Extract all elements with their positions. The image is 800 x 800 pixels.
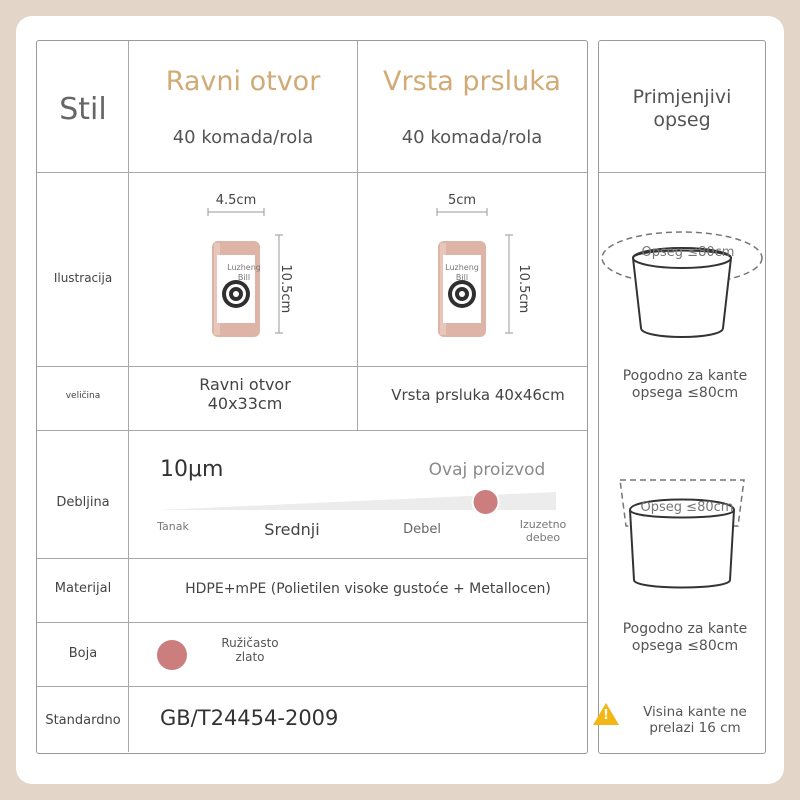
standard-label: Standardno bbox=[45, 713, 121, 728]
size-label: veličina bbox=[65, 391, 101, 401]
col1-title: Ravni otvor bbox=[165, 66, 321, 97]
scale-extra-thick: Izuzetno debeo bbox=[519, 518, 567, 545]
square-bin-icon bbox=[604, 476, 760, 596]
side-divider bbox=[599, 172, 765, 173]
scale-thick: Debel bbox=[403, 522, 441, 537]
roll2-height: 10.5cm bbox=[515, 264, 531, 314]
thickness-label: Debljina bbox=[56, 495, 110, 510]
square-bin-caption: Pogodno za kante opsega ≤80cm bbox=[622, 621, 748, 654]
col2-title: Vrsta prsluka bbox=[383, 66, 561, 97]
row-divider bbox=[37, 622, 587, 623]
row-divider bbox=[37, 430, 587, 431]
size-col1: Ravni otvor 40x33cm bbox=[199, 375, 291, 414]
square-bin-label: Opseg ≤80cm bbox=[640, 500, 734, 515]
round-bin-caption: Pogodno za kante opsega ≤80cm bbox=[622, 368, 748, 401]
row-divider bbox=[37, 558, 587, 559]
roll2-brand: Luzheng Bill bbox=[445, 263, 479, 282]
material-value: HDPE+mPE (Polietilen visoke gustoće + Metallocen) bbox=[185, 581, 551, 597]
warning-text: Visina kante ne prelazi 16 cm bbox=[643, 704, 747, 737]
color-swatch bbox=[157, 640, 187, 670]
thickness-gauge bbox=[158, 485, 562, 515]
thickness-marker bbox=[473, 489, 499, 515]
side-title: Primjenjivi opseg bbox=[632, 86, 732, 131]
col1-subtitle: 40 komada/rola bbox=[172, 127, 314, 148]
illustration-label: Ilustracija bbox=[53, 271, 113, 285]
roll1-height: 10.5cm bbox=[277, 264, 293, 314]
warning-triangle-icon: ! bbox=[593, 703, 619, 725]
row-divider bbox=[37, 172, 587, 173]
standard-value: GB/T24454-2009 bbox=[160, 706, 339, 730]
thickness-value: 10μm bbox=[160, 457, 224, 482]
roll1-width: 4.5cm bbox=[215, 193, 257, 208]
color-value: Ružičasto zlato bbox=[221, 636, 279, 665]
material-label: Materijal bbox=[54, 581, 112, 596]
roll2-width: 5cm bbox=[447, 193, 477, 208]
scale-medium: Srednji bbox=[264, 520, 320, 539]
this-product-label: Ovaj proizvod bbox=[428, 460, 546, 480]
row-divider bbox=[37, 366, 587, 367]
col-divider bbox=[357, 41, 358, 431]
style-label: Stil bbox=[59, 92, 107, 127]
size-col2: Vrsta prsluka 40x46cm bbox=[391, 386, 565, 404]
roll1-brand: Luzheng Bill bbox=[227, 263, 261, 282]
color-label: Boja bbox=[68, 646, 98, 661]
scale-thin: Tanak bbox=[157, 520, 189, 533]
round-bin-label: Opseg ≤80cm bbox=[641, 245, 735, 260]
row-divider bbox=[37, 686, 587, 687]
col2-subtitle: 40 komada/rola bbox=[401, 127, 543, 148]
